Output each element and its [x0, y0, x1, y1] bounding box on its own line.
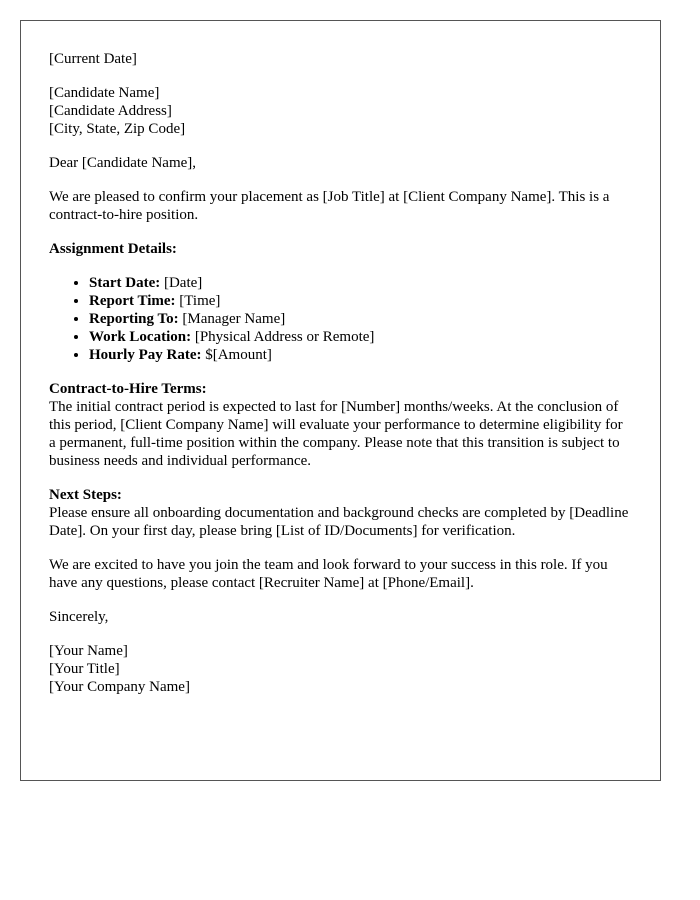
signature-title: [Your Title]	[49, 661, 120, 677]
detail-value: [Time]	[175, 293, 221, 309]
signature-name: [Your Name]	[49, 643, 128, 659]
detail-label: Hourly Pay Rate:	[89, 347, 202, 363]
recipient-address: [Candidate Address]	[49, 103, 172, 119]
recipient-name: [Candidate Name]	[49, 85, 160, 101]
signature-company: [Your Company Name]	[49, 679, 190, 695]
terms-section	[49, 380, 632, 470]
signature-block	[49, 642, 632, 696]
detail-value: [Date]	[160, 275, 203, 291]
detail-value: $[Amount]	[201, 347, 272, 363]
closing-paragraph: We are excited to have you join the team and look forward to your success in this role. If you have any questions, please contact [Recruiter Name] at [Phone/Email].	[49, 557, 608, 591]
list-item	[89, 310, 632, 328]
letter-page	[20, 20, 661, 781]
intro-paragraph: We are pleased to confirm your placement as [Job Title] at [Client Company Name]. This is a contract-to-hire position.	[49, 189, 610, 223]
list-item	[89, 328, 632, 346]
signoff: Sincerely,	[49, 609, 109, 625]
terms-paragraph: The initial contract period is expected to last for [Number] months/weeks. At the conclusion of this period, [Client Company Name] will evaluate your performance to determine eligibility for a permanent, full-time position within the company. Please note that this transition is subject to business needs and individual performance.	[49, 399, 623, 469]
assignment-details-heading: Assignment Details:	[49, 241, 177, 257]
assignment-details-list	[49, 274, 632, 364]
recipient-city-state-zip: [City, State, Zip Code]	[49, 121, 186, 137]
detail-value: [Manager Name]	[178, 311, 286, 327]
letter-date: [Current Date]	[49, 51, 137, 67]
list-item	[89, 274, 632, 292]
list-item	[89, 292, 632, 310]
list-item	[89, 346, 632, 364]
detail-value: [Physical Address or Remote]	[191, 329, 375, 345]
recipient-block	[49, 84, 632, 138]
salutation: Dear [Candidate Name],	[49, 155, 197, 171]
next-steps-paragraph: Please ensure all onboarding documentation and background checks are completed by [Deadline Date]. On your first day, please bring [List of ID/Documents] for verification.	[49, 505, 629, 539]
next-steps-section	[49, 486, 632, 540]
detail-label: Start Date:	[89, 275, 161, 291]
terms-heading: Contract-to-Hire Terms:	[49, 381, 207, 397]
detail-label: Work Location:	[89, 329, 192, 345]
next-steps-heading: Next Steps:	[49, 487, 122, 503]
detail-label: Reporting To:	[89, 311, 179, 327]
detail-label: Report Time:	[89, 293, 176, 309]
